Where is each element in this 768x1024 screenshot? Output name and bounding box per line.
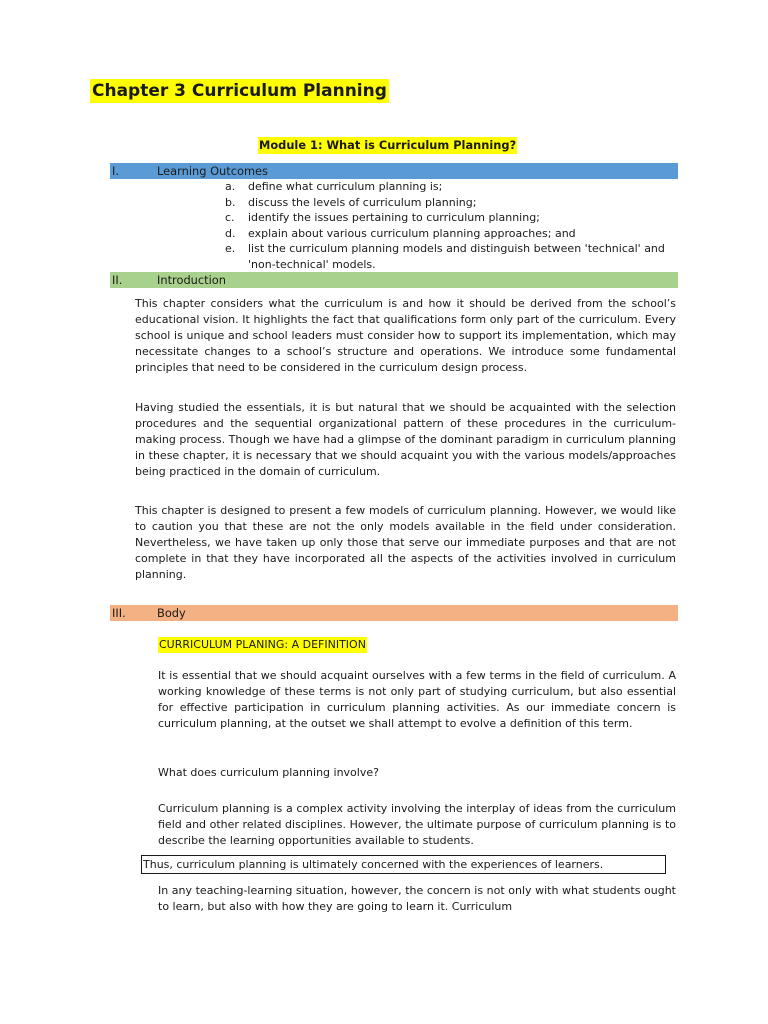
boxed-statement: Thus, curriculum planning is ultimately concerned with the experiences of learners. bbox=[141, 855, 666, 874]
section-label: Introduction bbox=[157, 273, 226, 287]
section-label: Learning Outcomes bbox=[157, 164, 268, 178]
list-item bbox=[220, 241, 680, 272]
list-item bbox=[220, 226, 680, 242]
section-heading-introduction bbox=[110, 272, 678, 288]
list-item bbox=[220, 179, 680, 195]
section-number: II. bbox=[112, 273, 123, 287]
list-text: identify the issues pertaining to curriculum planning; bbox=[248, 211, 540, 224]
intro-paragraph: Having studied the essentials, it is but natural that we should be acquainted with the selection procedures and the sequential organizational pattern of these procedures in the curriculum-making process. Though we have had a glimpse of the dominant paradigm in curriculum planning in these chapter, it is necessary that we should acquaint you with the various models/approaches being practiced in the domain of curriculum. bbox=[135, 401, 676, 478]
list-item bbox=[220, 195, 680, 211]
body-paragraph: In any teaching-learning situation, however, the concern is not only with what students ought to learn, but also with how they are going to learn it. Curriculum bbox=[158, 884, 676, 913]
body-question: What does curriculum planning involve? bbox=[158, 766, 379, 779]
intro-paragraph: This chapter is designed to present a few models of curriculum planning. However, we would like to caution you that these are not the only models available in the field under consideration. Nevertheless, we have taken up only those that serve our immediate purposes and that are not complete in that they have incorporated all the aspects of the activities involved in curriculum planning. bbox=[135, 504, 676, 581]
module-title: Module 1: What is Curriculum Planning? bbox=[259, 138, 517, 152]
list-text: list the curriculum planning models and distinguish between 'technical' and 'non-technical' models. bbox=[248, 242, 665, 271]
list-text: define what curriculum planning is; bbox=[248, 180, 443, 193]
section-heading-learning-outcomes bbox=[110, 163, 678, 179]
list-letter: e. bbox=[225, 242, 236, 255]
section-label: Body bbox=[157, 606, 186, 620]
list-letter: d. bbox=[225, 226, 236, 240]
list-letter: a. bbox=[225, 180, 236, 193]
body-paragraph: It is essential that we should acquaint ourselves with a few terms in the field of curriculum. A working knowledge of these terms is not only part of studying curriculum, but also essential for effective participation in curriculum planning activities. As our immediate concern is curriculum planning, at the outset we shall attempt to evolve a definition of this term. bbox=[158, 669, 676, 730]
learning-outcomes-list bbox=[220, 179, 680, 272]
list-letter: c. bbox=[225, 211, 235, 224]
section-heading-body bbox=[110, 605, 678, 621]
intro-paragraph: This chapter considers what the curriculum is and how it should be derived from the school’s educational vision. It highlights the fact that qualifications form only part of the curriculum. Every school is unique and school leaders must consider how to support its implementation, which may necessitate changes to a school’s structure and operations. We introduce some fundamental principles that need to be considered in the curriculum design process. bbox=[135, 297, 676, 374]
body-paragraph: Curriculum planning is a complex activity involving the interplay of ideas from the curriculum field and other related disciplines. However, the ultimate purpose of curriculum planning is to describe the learning opportunities available to students. bbox=[158, 802, 676, 847]
section-number: III. bbox=[112, 606, 126, 620]
list-text: discuss the levels of curriculum planning; bbox=[248, 195, 477, 209]
list-item bbox=[220, 210, 680, 226]
chapter-title: Chapter 3 Curriculum Planning bbox=[92, 81, 387, 101]
body-subheading: CURRICULUM PLANING: A DEFINITION bbox=[159, 638, 366, 651]
list-letter: b. bbox=[225, 195, 236, 209]
section-number: I. bbox=[112, 164, 119, 178]
list-text: explain about various curriculum planning approaches; and bbox=[248, 226, 576, 240]
